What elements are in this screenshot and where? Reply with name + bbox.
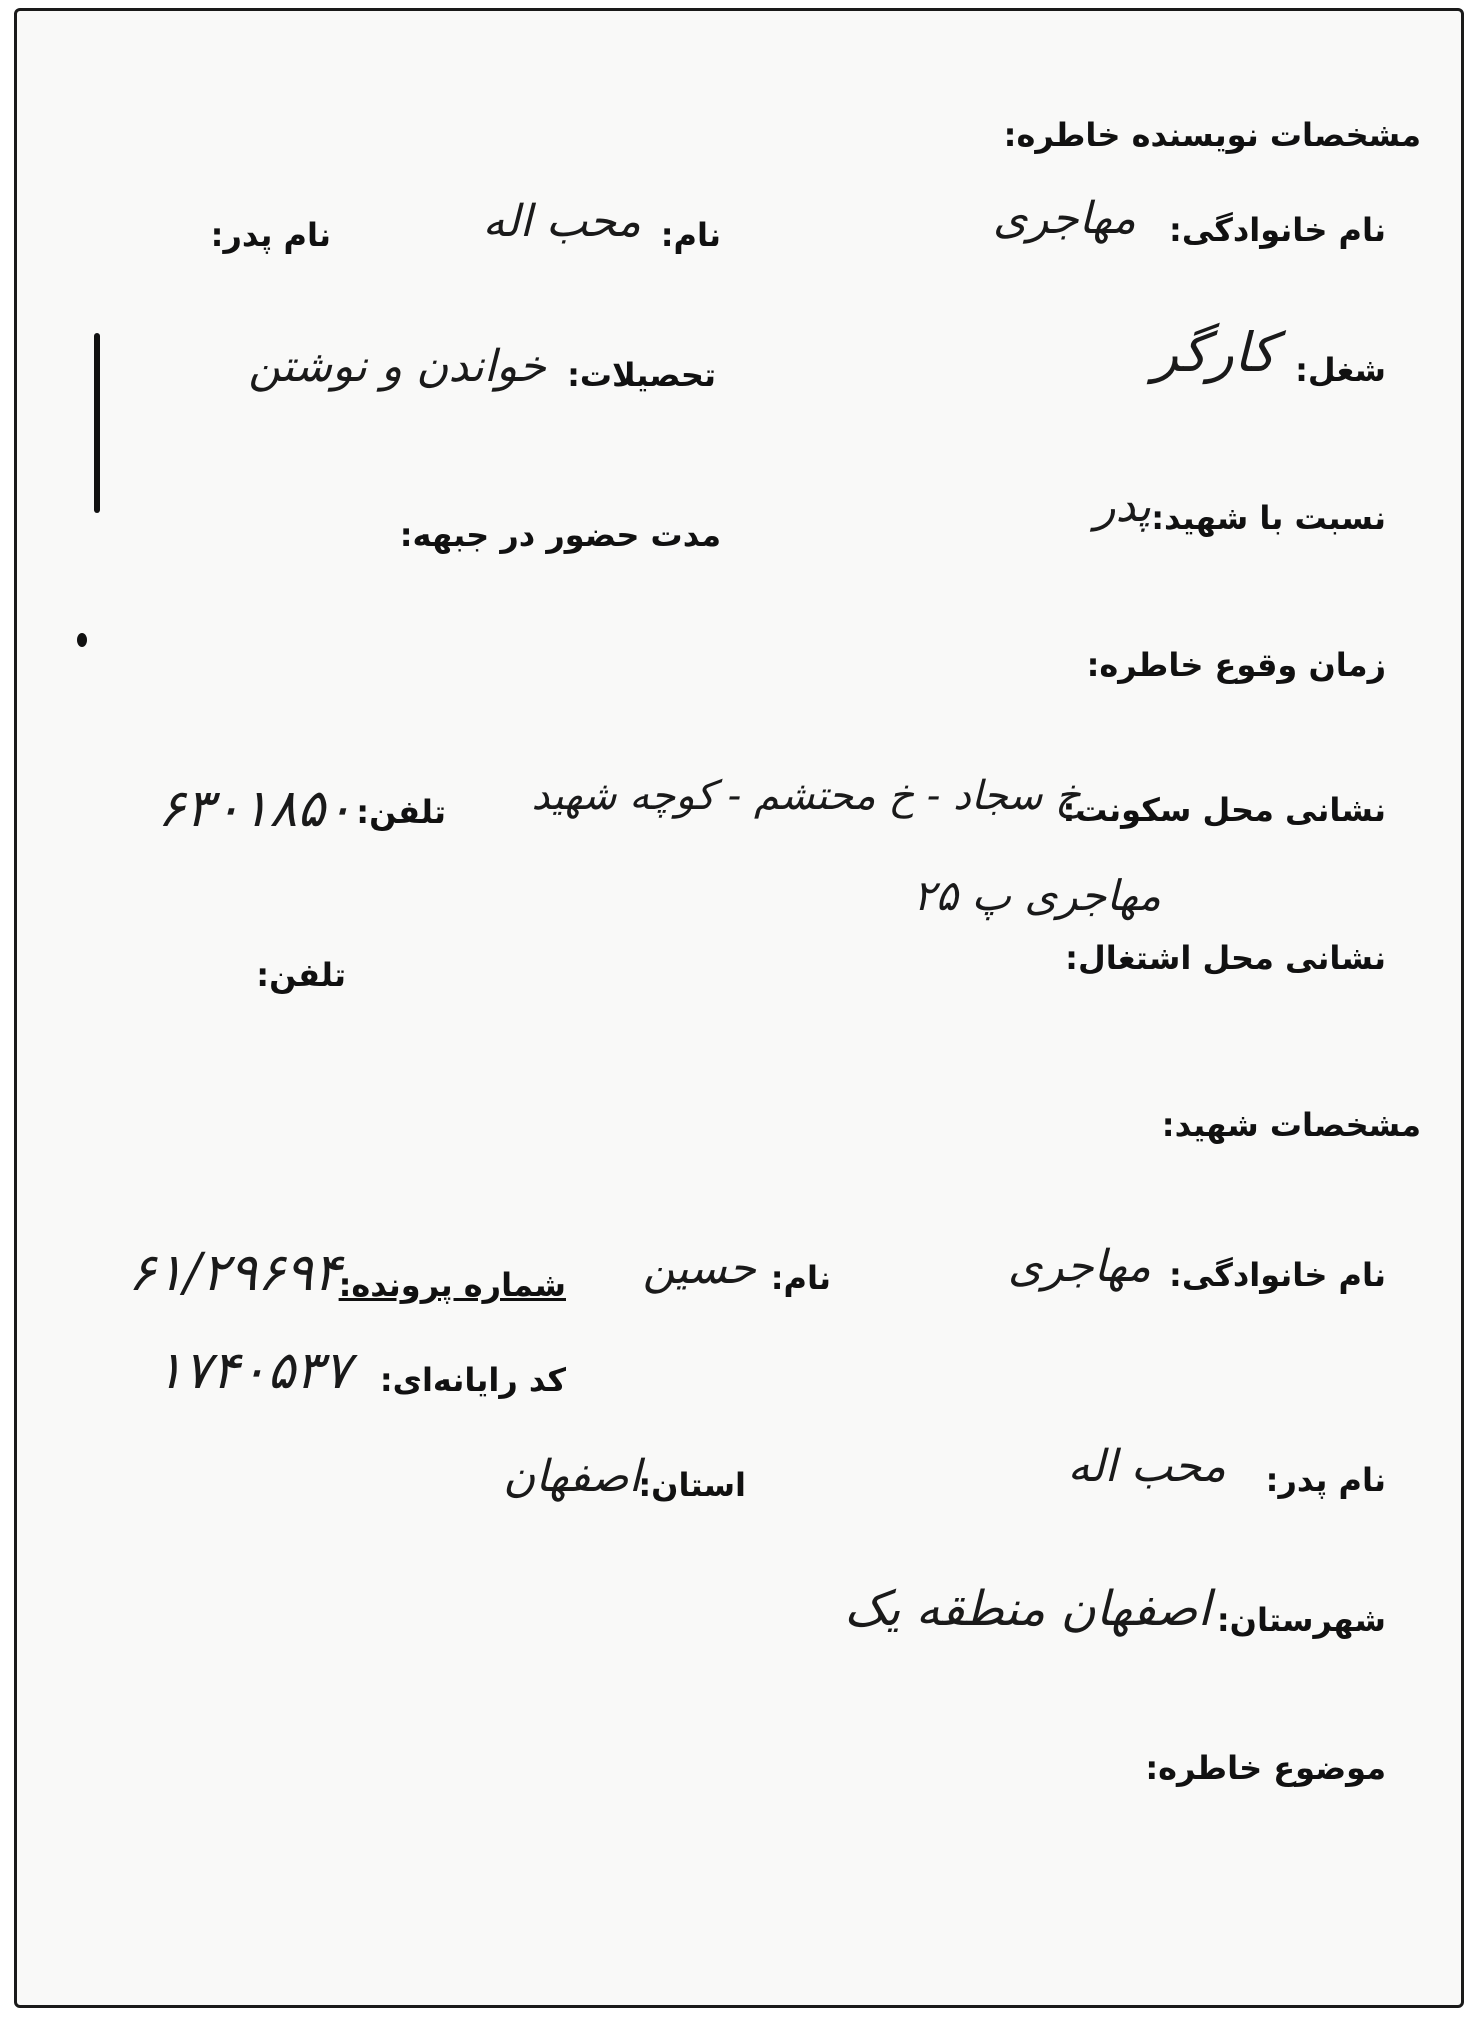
martyr-topic-label: موضوع خاطره:	[1145, 1749, 1386, 1787]
martyr-province-value: اصفهان	[503, 1451, 641, 1502]
writer-address-phone-value: ۶۳۰۱۸۵۰	[157, 779, 353, 839]
martyr-city-label: شهرستان:	[1216, 1601, 1386, 1639]
writer-education-value: خواندن و نوشتن	[248, 341, 546, 392]
pen-stroke-mark	[94, 333, 100, 513]
writer-name-value: محب اله	[482, 196, 641, 247]
writer-family-label: نام خانوادگی:	[1169, 211, 1386, 249]
writer-address-phone-label: تلفن:	[356, 793, 446, 831]
martyr-code-label: کد رایانه‌ای:	[379, 1361, 566, 1399]
martyr-family-label: نام خانوادگی:	[1169, 1256, 1386, 1294]
writer-work-phone-label: تلفن:	[256, 956, 346, 994]
writer-front-label: مدت حضور در جبهه:	[399, 516, 721, 554]
writer-address-value: خ سجاد - خ محتشم - کوچه شهید	[531, 773, 1081, 819]
writer-time-label: زمان وقوع خاطره:	[1086, 646, 1386, 684]
writer-job-value: کارگر	[1152, 321, 1276, 384]
writer-relation-label: نسبت با شهید:	[1151, 499, 1386, 537]
martyr-father-label: نام پدر:	[1265, 1461, 1386, 1499]
writer-job-label: شغل:	[1295, 351, 1386, 389]
ink-dot-mark	[77, 633, 87, 647]
writer-father-label: نام پدر:	[210, 216, 331, 254]
writer-address-label: نشانی محل سکونت:	[1062, 791, 1386, 829]
writer-heading: مشخصات نویسنده خاطره:	[1003, 116, 1421, 154]
writer-education-label: تحصیلات:	[567, 356, 716, 394]
martyr-name-label: نام:	[770, 1259, 831, 1297]
writer-work-label: نشانی محل اشتغال:	[1065, 939, 1386, 977]
writer-relation-value: پدر	[1094, 481, 1151, 532]
form-sheet	[14, 8, 1464, 2008]
martyr-file-value: ۶۱/۲۹۶۹۴	[127, 1243, 341, 1303]
martyr-father-value: محب اله	[1067, 1441, 1226, 1492]
martyr-file-label: شماره پرونده:	[338, 1266, 566, 1304]
martyr-family-value: مهاجری	[1007, 1241, 1151, 1292]
writer-address-value-2: مهاجری پ ۲۵	[912, 871, 1161, 920]
martyr-code-value: ۱۷۴۰۵۳۷	[155, 1341, 351, 1401]
writer-name-label: نام:	[660, 216, 721, 254]
martyr-city-value: اصفهان منطقه یک	[844, 1581, 1211, 1637]
martyr-name-value: حسین	[642, 1243, 756, 1294]
writer-family-value: مهاجری	[992, 193, 1136, 244]
martyr-heading: مشخصات شهید:	[1161, 1106, 1421, 1144]
martyr-province-label: استان:	[638, 1466, 746, 1504]
